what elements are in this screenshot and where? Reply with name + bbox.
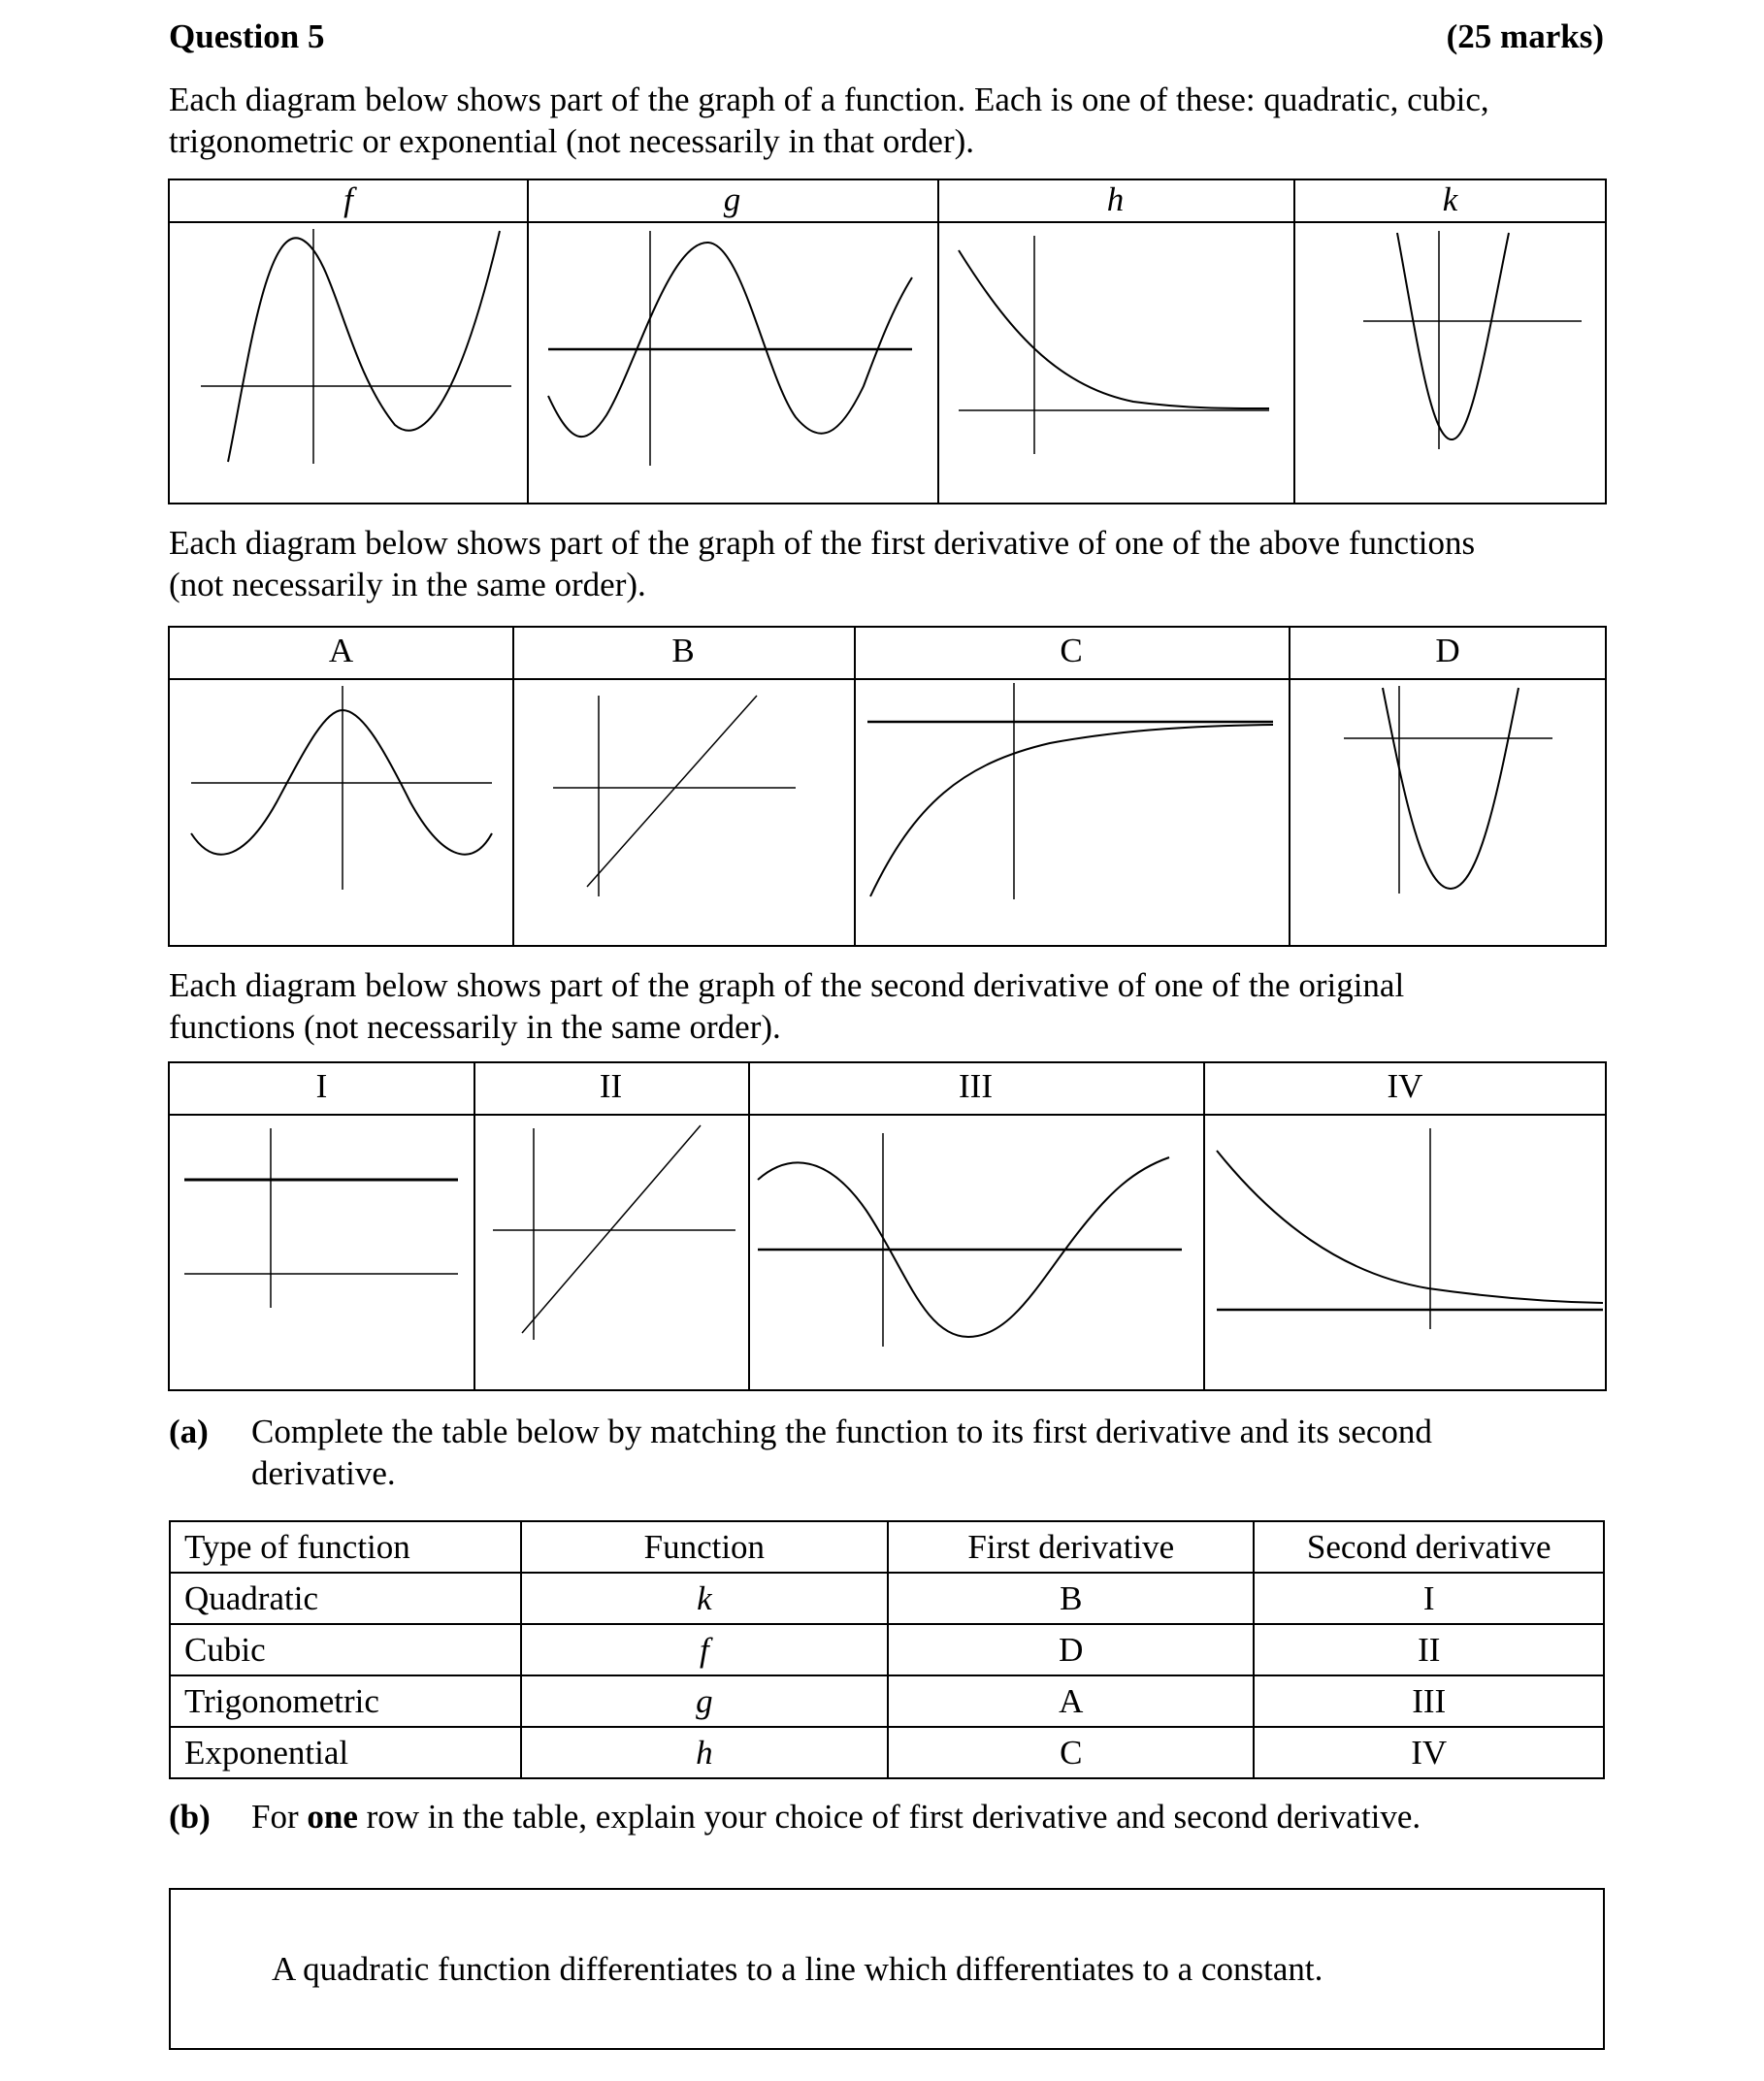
function-label-k: k [1442,180,1458,218]
graph-II-linear [475,1114,748,1391]
second-derivative-intro-line-1: Each diagram below shows part of the graph of the second derivative of one of the original [169,966,1405,1004]
cell-second-derivative: II [1254,1624,1604,1675]
question-marks: (25 marks) [1446,17,1604,55]
table-row [170,1624,1604,1675]
header-type: Type of function [170,1521,521,1573]
table-row [170,1675,1604,1727]
part-b-text-after: row in the table, explain your choice of first derivative and second derivative. [357,1798,1421,1836]
derivative-label-B: B [671,632,695,669]
graph-A-trig [170,678,512,947]
answer-text: A quadratic function differentiates to a line which differentiates to a constant. [272,1950,1323,1988]
cell-type: Cubic [170,1624,521,1675]
graph-IV-exponential [1205,1114,1607,1391]
cell-type: Quadratic [170,1573,521,1624]
graph-h-exponential [939,221,1293,504]
part-a-line-1: Complete the table below by matching the function to its first derivative and its second [251,1413,1432,1450]
part-b-text-before: For [251,1798,308,1836]
intro-line-1: Each diagram below shows part of the graph of a function. Each is one of these: quadratic, cubic, [169,81,1489,118]
cell-second-derivative: I [1254,1573,1604,1624]
function-label-f: f [343,180,353,218]
cell-first-derivative: D [888,1624,1254,1675]
first-derivative-intro-line-2: (not necessarily in the same order). [169,566,646,603]
part-a-label: (a) [169,1413,209,1450]
graph-f-cubic [170,221,527,504]
second-derivative-label-II: II [599,1067,623,1105]
header-first-derivative: First derivative [888,1521,1254,1573]
table-header-row [170,1521,1604,1573]
matching-table [169,1520,1605,1779]
cell-function: f [521,1624,888,1675]
graph-I-constant [170,1114,474,1391]
cell-function: h [521,1727,888,1778]
header-second-derivative: Second derivative [1254,1521,1604,1573]
cell-first-derivative: B [888,1573,1254,1624]
cell-function: k [521,1573,888,1624]
derivative-label-A: A [328,632,354,669]
first-derivatives-grid [168,626,1607,947]
second-derivative-intro-line-2: functions (not necessarily in the same order). [169,1008,781,1046]
intro-line-2: trigonometric or exponential (not necessarily in that order). [169,122,975,160]
first-derivative-intro-line-1: Each diagram below shows part of the graph of the first derivative of one of the above functions [169,524,1476,562]
header-function: Function [521,1521,888,1573]
cell-function: g [521,1675,888,1727]
table-row [170,1727,1604,1778]
answer-box[interactable] [169,1888,1605,2050]
question-title: Question 5 [169,17,325,55]
graph-B-linear [514,678,854,947]
graph-g-trig [529,221,937,504]
derivative-label-C: C [1060,632,1083,669]
second-derivative-label-IV: IV [1387,1067,1423,1105]
part-a-line-2: derivative. [251,1454,396,1492]
function-label-g: g [723,180,741,218]
graph-III-trig [750,1114,1203,1391]
graph-D-quadratic [1290,678,1607,947]
cell-type: Trigonometric [170,1675,521,1727]
second-derivative-label-I: I [315,1067,328,1105]
functions-grid [168,179,1607,504]
graph-k-quadratic [1295,221,1607,504]
second-derivative-label-III: III [959,1067,993,1105]
table-row [170,1573,1604,1624]
cell-type: Exponential [170,1727,521,1778]
part-b-text-bold: one [307,1798,358,1836]
cell-second-derivative: III [1254,1675,1604,1727]
second-derivatives-grid [168,1061,1607,1391]
part-b-question [251,1798,1421,1837]
cell-second-derivative: IV [1254,1727,1604,1778]
cell-first-derivative: C [888,1727,1254,1778]
function-label-h: h [1106,180,1125,218]
cell-first-derivative: A [888,1675,1254,1727]
derivative-label-D: D [1435,632,1460,669]
part-b-label: (b) [169,1798,211,1836]
graph-C-exponential [856,678,1289,947]
